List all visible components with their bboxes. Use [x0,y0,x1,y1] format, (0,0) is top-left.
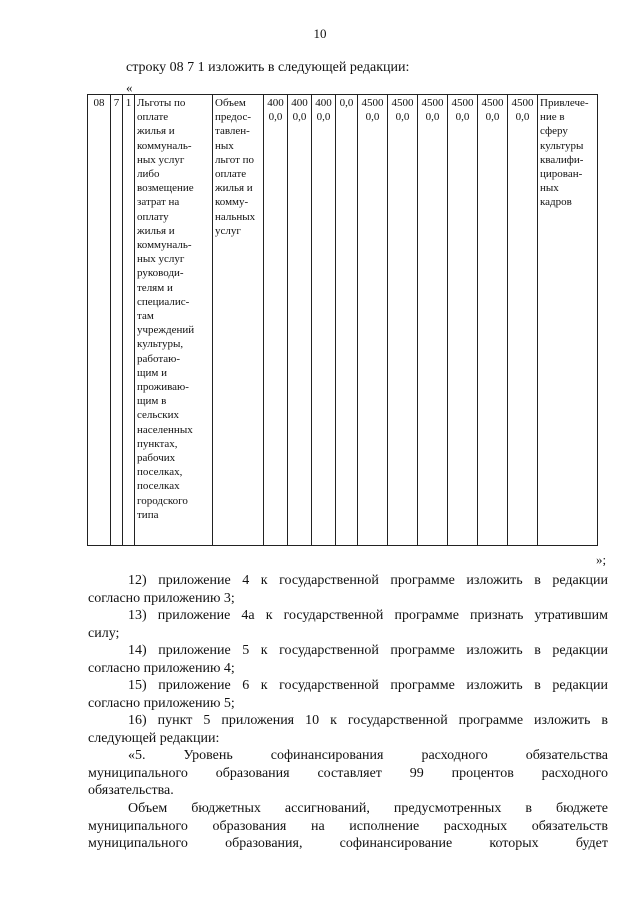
item-15: 15) приложение 6 к государственной программе изложить в редакции согласно приложению 5; [88,678,608,711]
expected-result-cell: Привлече- ние в сферу культуры квалифи- цирован- ных кадров [538,95,598,546]
closing-quote: »; [596,552,607,567]
code-section: 08 [88,95,111,546]
budget-paragraph: Объем бюджетных ассигнований, предусмотренных в бюджете муниципального образования на исполнение расходных обязательств муниципального образования, софинансирование которых будет [88,801,608,851]
program-row [88,95,598,546]
intro-line: строку 08 7 1 изложить в следующей редакции: [126,60,410,75]
value-cell: 4500 0,0 [358,95,388,546]
value-cell: 4500 0,0 [388,95,418,546]
item-13: 13) приложение 4а к государственной программе признать утратившим силу; [88,608,608,641]
program-row-table [87,94,598,546]
page-number: 10 [313,26,327,41]
code-measure: 1 [123,95,135,546]
code-subprogram: 7 [111,95,123,546]
item-14: 14) приложение 5 к государственной программе изложить в редакции согласно приложению 4; [88,643,608,676]
value-cell: 4500 0,0 [508,95,538,546]
item-12: 12) приложение 4 к государственной программе изложить в редакции согласно приложению 3; [88,573,608,606]
value-cell: 4500 0,0 [478,95,508,546]
value-cell: 4500 0,0 [418,95,448,546]
value-cell: 4500 0,0 [448,95,478,546]
measure-name-cell: Льготы по оплате жилья и коммуналь- ных услуг либо возмещение затрат на оплату жилья и коммуналь- ных услуг руководи- телям и специалис- там учреждений культуры, работаю- щим и проживаю- щим в сельских населенных пунктах, рабочих поселках, поселках городского типа [135,95,213,546]
indicator-name-cell: Объем предос- тавлен- ных льгот по оплате жилья и комму- нальных услуг [213,95,264,546]
value-cell: 400 0,0 [288,95,312,546]
opening-quote: « [126,80,133,95]
value-cell: 0,0 [336,95,358,546]
value-cell: 400 0,0 [264,95,288,546]
value-cell: 400 0,0 [312,95,336,546]
item-16: 16) пункт 5 приложения 10 к государственной программе изложить в следующей редакции: [88,713,608,746]
quoted-clause-5: «5. Уровень софинансирования расходного обязательства муниципального образования составляет 99 процентов расходного обязательства. [88,748,608,798]
